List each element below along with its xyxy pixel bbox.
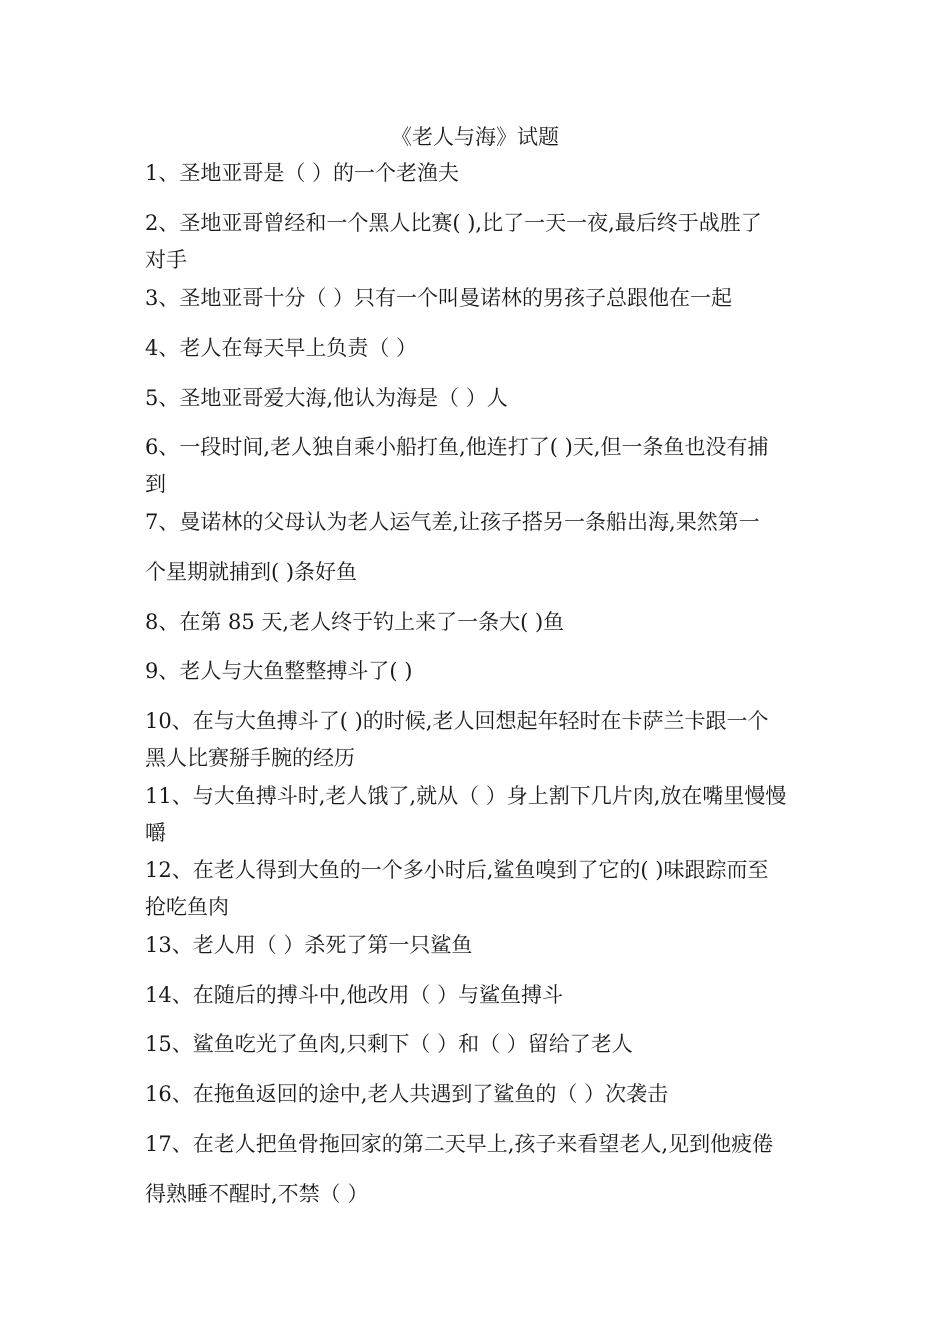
- question-line: 9、老人与大鱼整整搏斗了( ): [145, 659, 413, 683]
- question-line: 4、老人在每天早上负责（ ）: [145, 336, 418, 360]
- question-6: [145, 429, 815, 503]
- question-10: [145, 703, 815, 777]
- question-line: 8、在第 85 天,老人终于钓上来了一条大( )鱼: [145, 610, 565, 634]
- question-16: [145, 1076, 815, 1113]
- question-line: 到: [145, 472, 166, 496]
- question-8: [145, 604, 815, 641]
- question-line: 嚼: [145, 821, 166, 845]
- question-1: [145, 155, 815, 192]
- question-11: [145, 778, 815, 852]
- question-line: 6、一段时间,老人独自乘小船打鱼,他连打了( )天,但一条鱼也没有捕: [145, 435, 769, 459]
- question-line: 1、圣地亚哥是（ ）的一个老渔夫: [145, 161, 460, 185]
- question-line: 5、圣地亚哥爱大海,他认为海是（ ）人: [145, 386, 508, 410]
- question-14: [145, 977, 815, 1014]
- question-line: 黑人比赛掰手腕的经历: [145, 746, 355, 770]
- question-line: 2、圣地亚哥曾经和一个黑人比赛( ),比了一天一夜,最后终于战胜了: [145, 211, 762, 235]
- question-line: 得熟睡不醒时,不禁（ ）: [145, 1182, 369, 1206]
- question-line: 16、在拖鱼返回的途中,老人共遇到了鲨鱼的（ ）次袭击: [145, 1082, 669, 1106]
- question-line: 3、圣地亚哥十分（ ）只有一个叫曼诺林的男孩子总跟他在一起: [145, 286, 733, 310]
- question-line: 12、在老人得到大鱼的一个多小时后,鲨鱼嗅到了它的( )味跟踪而至: [145, 858, 769, 882]
- question-17: [145, 1126, 815, 1163]
- question-5: [145, 380, 815, 417]
- question-line: 个星期就捕到( )条好鱼: [145, 560, 358, 584]
- question-15: [145, 1026, 815, 1063]
- page-title: 《老人与海》试题: [391, 125, 559, 149]
- question-4: [145, 330, 815, 367]
- question-2: [145, 205, 815, 279]
- question-line: 13、老人用（ ）杀死了第一只鲨鱼: [145, 933, 473, 957]
- question-12: [145, 852, 815, 926]
- question-13: [145, 927, 815, 964]
- question-17-continued: [145, 1176, 815, 1213]
- question-7-continued: [145, 554, 815, 591]
- question-line: 11、与大鱼搏斗时,老人饿了,就从（ ）身上割下几片肉,放在嘴里慢慢: [145, 784, 787, 808]
- question-line: 7、曼诺林的父母认为老人运气差,让孩子搭另一条船出海,果然第一: [145, 510, 760, 534]
- question-line: 10、在与大鱼搏斗了( )的时候,老人回想起年轻时在卡萨兰卡跟一个: [145, 709, 769, 733]
- question-line: 14、在随后的搏斗中,他改用（ ）与鲨鱼搏斗: [145, 983, 564, 1007]
- question-line: 17、在老人把鱼骨拖回家的第二天早上,孩子来看望老人,见到他疲倦: [145, 1132, 774, 1156]
- question-9: [145, 653, 815, 690]
- question-3: [145, 280, 815, 317]
- question-line: 对手: [145, 248, 187, 272]
- question-line: 15、鲨鱼吃光了鱼肉,只剩下（ ）和（ ）留给了老人: [145, 1032, 633, 1056]
- question-7: [145, 504, 815, 541]
- question-line: 抢吃鱼肉: [145, 895, 229, 919]
